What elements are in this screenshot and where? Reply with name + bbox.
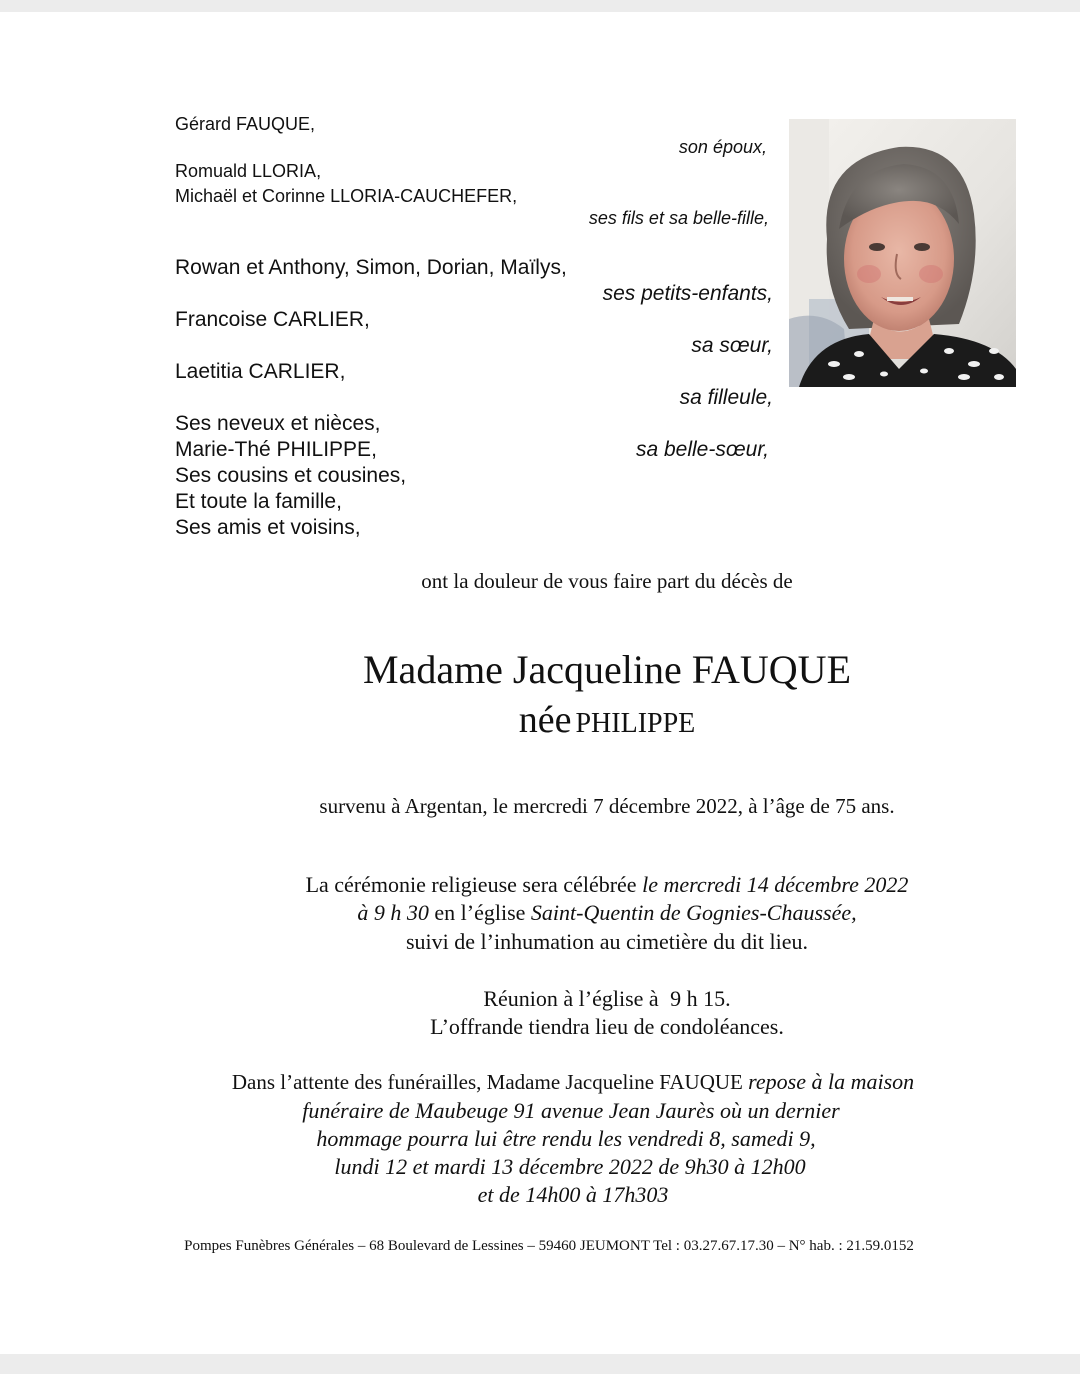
meeting-line bbox=[483, 986, 730, 1012]
deceased-name: Madame Jacqueline FAUQUE bbox=[362, 647, 852, 692]
son1-name: Romuald LLORIA, bbox=[175, 161, 322, 181]
cousins-line: Ses cousins et cousines, bbox=[175, 464, 407, 487]
friends-line: Ses amis et voisins, bbox=[175, 516, 361, 539]
ceremony-prefix: La cérémonie religieuse sera célébrée bbox=[305, 872, 637, 897]
maiden-name: PHILIPPE bbox=[575, 708, 696, 739]
meeting-prefix: Réunion à l’église à bbox=[483, 986, 659, 1011]
sister-in-law-relation: sa belle-sœur, bbox=[635, 438, 769, 461]
visitation-line-4: lundi 12 et mardi 13 décembre 2022 de 9h30 à 12h00 bbox=[334, 1154, 806, 1179]
meeting-time: 9 h 15 bbox=[670, 986, 726, 1011]
family-line: Et toute la famille, bbox=[175, 490, 342, 513]
obituary-page bbox=[0, 12, 1080, 1354]
ceremony-line-3: suivi de l’inhumation au cimetière du dit lieu. bbox=[405, 929, 809, 954]
maiden-name-line bbox=[519, 698, 696, 750]
ceremony-date: le mercredi 14 décembre 2022 bbox=[642, 872, 909, 897]
funeral-home-footer: Pompes Funèbres Générales – 68 Boulevard de Lessines – 59460 JEUMONT Tel : 03.27.67.17.30 – N° hab. : 21.59.0152 bbox=[184, 1238, 914, 1254]
grandchildren-relation: ses petits-enfants, bbox=[602, 282, 773, 305]
ceremony-line-2 bbox=[357, 900, 856, 926]
death-info: survenu à Argentan, le mercredi 7 décembre 2022, à l’âge de 75 ans. bbox=[319, 794, 895, 818]
visitation-line-5: et de 14h00 à 17h303 bbox=[477, 1182, 669, 1207]
sister-in-law-name: Marie-Thé PHILIPPE, bbox=[175, 438, 377, 461]
spouse-relation: son époux, bbox=[678, 137, 767, 157]
sister-relation: sa sœur, bbox=[691, 334, 773, 357]
nee-label: née bbox=[518, 699, 572, 741]
sister-name: Francoise CARLIER, bbox=[175, 308, 370, 331]
goddaughter-relation: sa filleule, bbox=[679, 386, 773, 409]
announcement-intro: ont la douleur de vous faire part du décès de bbox=[421, 569, 793, 593]
ceremony-place: Saint-Quentin de Gognies-Chaussée, bbox=[530, 900, 857, 925]
visitation-prefix: Dans l’attente des funérailles, bbox=[231, 1070, 482, 1094]
visitation-line-2: funéraire de Maubeuge 91 avenue Jean Jaurès où un dernier bbox=[302, 1098, 840, 1123]
ceremony-time: à 9 h 30 bbox=[357, 900, 429, 925]
spouse-name: Gérard FAUQUE, bbox=[175, 114, 316, 134]
visitation-line-3: hommage pourra lui être rendu les vendredi 8, samedi 9, bbox=[316, 1126, 816, 1151]
sons-relation: ses fils et sa belle-fille, bbox=[588, 208, 769, 228]
visitation-name: Madame Jacqueline FAUQUE bbox=[486, 1070, 743, 1094]
nephews-line: Ses neveux et nièces, bbox=[175, 412, 381, 435]
ceremony-mid: en l’église bbox=[434, 900, 526, 925]
son2-name: Michaël et Corinne LLORIA-CAUCHEFER, bbox=[175, 186, 518, 206]
ceremony-line-1 bbox=[306, 872, 909, 898]
offering-line: L’offrande tiendra lieu de condoléances. bbox=[430, 1014, 784, 1039]
meeting-suffix: . bbox=[725, 986, 731, 1011]
visitation-suffix: repose à la maison bbox=[748, 1069, 915, 1094]
grandchildren-names: Rowan et Anthony, Simon, Dorian, Maïlys, bbox=[175, 256, 567, 279]
portrait-photo bbox=[789, 119, 1016, 387]
goddaughter-name: Laetitia CARLIER, bbox=[175, 360, 346, 383]
visitation-line-1 bbox=[232, 1069, 914, 1095]
